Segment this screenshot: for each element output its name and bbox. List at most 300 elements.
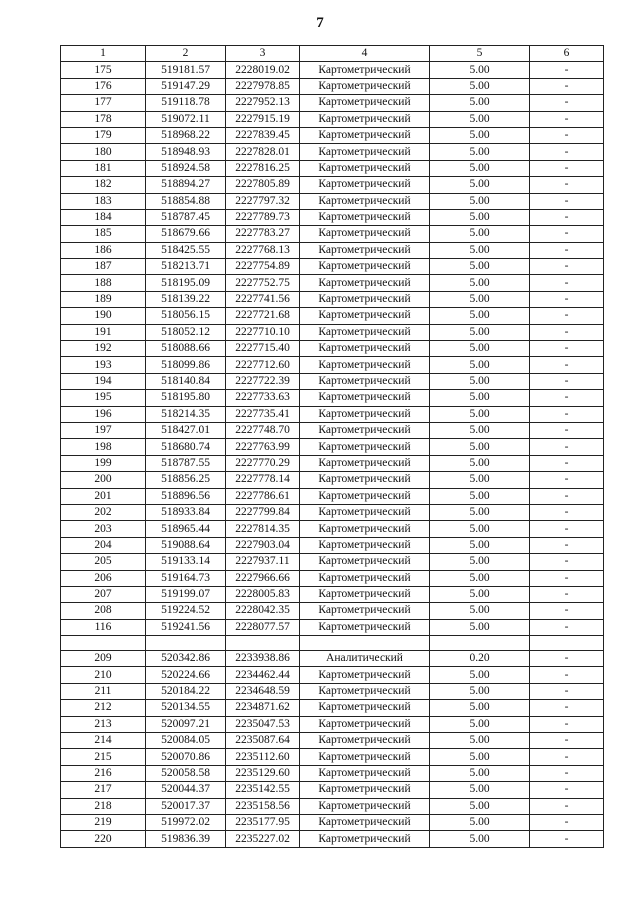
- table-cell: 213: [61, 716, 146, 732]
- table-cell: 5.00: [430, 439, 530, 455]
- table-cell: Картометрический: [300, 308, 430, 324]
- table-cell: 5.00: [430, 554, 530, 570]
- table-cell: 5.00: [430, 521, 530, 537]
- table-cell: [430, 636, 530, 651]
- table-row: [61, 341, 604, 357]
- table-cell: 518139.22: [146, 291, 226, 307]
- table-cell: Картометрический: [300, 765, 430, 781]
- table-cell: 2227839.45: [226, 127, 300, 143]
- table-cell: 520224.66: [146, 667, 226, 683]
- table-cell: 5.00: [430, 111, 530, 127]
- table-cell: -: [530, 716, 604, 732]
- table-cell: 185: [61, 226, 146, 242]
- table-cell: -: [530, 570, 604, 586]
- table-cell: 179: [61, 127, 146, 143]
- table-cell: 5.00: [430, 798, 530, 814]
- table-cell: -: [530, 455, 604, 471]
- page-number: 7: [316, 15, 324, 31]
- table-cell: -: [530, 193, 604, 209]
- table-cell: Картометрический: [300, 95, 430, 111]
- table-cell: 520097.21: [146, 716, 226, 732]
- table-cell: -: [530, 521, 604, 537]
- table-cell: 2227799.84: [226, 504, 300, 520]
- table-cell: 518968.22: [146, 127, 226, 143]
- table-cell: 519118.78: [146, 95, 226, 111]
- table-cell: 5.00: [430, 765, 530, 781]
- table-cell: 2227816.25: [226, 160, 300, 176]
- table-cell: 5.00: [430, 193, 530, 209]
- table-cell: -: [530, 651, 604, 667]
- table-cell: 2227741.56: [226, 291, 300, 307]
- table-cell: 5.00: [430, 504, 530, 520]
- table-cell: Картометрический: [300, 504, 430, 520]
- table-cell: 194: [61, 373, 146, 389]
- table-cell: -: [530, 504, 604, 520]
- table-cell: 2227768.13: [226, 242, 300, 258]
- table-row: [61, 406, 604, 422]
- table-cell: 2227805.89: [226, 177, 300, 193]
- table-cell: -: [530, 127, 604, 143]
- table-cell: -: [530, 472, 604, 488]
- table-cell: 5.00: [430, 570, 530, 586]
- table-cell: 2227763.99: [226, 439, 300, 455]
- table-cell: 518195.09: [146, 275, 226, 291]
- table-row: [61, 95, 604, 111]
- table-cell: 519224.52: [146, 603, 226, 619]
- table-row: [61, 831, 604, 847]
- table-row: [61, 160, 604, 176]
- table-cell: 519164.73: [146, 570, 226, 586]
- table-cell: Аналитический: [300, 651, 430, 667]
- table-cell: Картометрический: [300, 554, 430, 570]
- table-row: [61, 667, 604, 683]
- table-cell: 220: [61, 831, 146, 847]
- table-row: [61, 373, 604, 389]
- table-cell: Картометрический: [300, 144, 430, 160]
- table-cell: Картометрический: [300, 62, 430, 78]
- table-cell: 211: [61, 683, 146, 699]
- table-cell: 5.00: [430, 455, 530, 471]
- table-cell: 2227748.70: [226, 422, 300, 438]
- table-cell: Картометрический: [300, 275, 430, 291]
- table-cell: -: [530, 814, 604, 830]
- table-cell: Картометрический: [300, 390, 430, 406]
- table-cell: 2227789.73: [226, 209, 300, 225]
- table-cell: Картометрический: [300, 373, 430, 389]
- table-cell: Картометрический: [300, 439, 430, 455]
- table-cell: 518965.44: [146, 521, 226, 537]
- table-cell: 5.00: [430, 242, 530, 258]
- table-row: [61, 700, 604, 716]
- table-cell: 184: [61, 209, 146, 225]
- table-cell: 2227786.61: [226, 488, 300, 504]
- table-cell: 518213.71: [146, 259, 226, 275]
- table-cell: -: [530, 406, 604, 422]
- table-cell: 198: [61, 439, 146, 455]
- table-cell: 520342.86: [146, 651, 226, 667]
- table-cell: Картометрический: [300, 667, 430, 683]
- table-cell: 5.00: [430, 667, 530, 683]
- column-header: 4: [300, 46, 430, 62]
- table-cell: 204: [61, 537, 146, 553]
- table-cell: 2227712.60: [226, 357, 300, 373]
- table-cell: -: [530, 765, 604, 781]
- table-cell: -: [530, 226, 604, 242]
- table-cell: 519088.64: [146, 537, 226, 553]
- table-cell: 187: [61, 259, 146, 275]
- table-row: [61, 308, 604, 324]
- table-row: [61, 193, 604, 209]
- table-cell: -: [530, 242, 604, 258]
- table-cell: 519972.02: [146, 814, 226, 830]
- table-cell: 2227937.11: [226, 554, 300, 570]
- table-cell: Картометрический: [300, 521, 430, 537]
- table-header-row: [61, 46, 604, 62]
- table-row: [61, 439, 604, 455]
- table-cell: [226, 636, 300, 651]
- table-cell: [530, 636, 604, 651]
- table-cell: 5.00: [430, 537, 530, 553]
- column-header: 1: [61, 46, 146, 62]
- table-cell: 196: [61, 406, 146, 422]
- table-cell: [300, 636, 430, 651]
- table-cell: -: [530, 619, 604, 635]
- table-cell: 518195.80: [146, 390, 226, 406]
- table-cell: 5.00: [430, 619, 530, 635]
- table-cell: -: [530, 111, 604, 127]
- table-cell: 200: [61, 472, 146, 488]
- table-cell: Картометрический: [300, 455, 430, 471]
- table-cell: 0.20: [430, 651, 530, 667]
- table-cell: 2227828.01: [226, 144, 300, 160]
- table-cell: Картометрический: [300, 603, 430, 619]
- table-cell: 2235177.95: [226, 814, 300, 830]
- table-cell: Картометрический: [300, 78, 430, 94]
- table-cell: Картометрический: [300, 683, 430, 699]
- table-cell: 2235129.60: [226, 765, 300, 781]
- table-cell: -: [530, 357, 604, 373]
- table-cell: 5.00: [430, 127, 530, 143]
- table-cell: 5.00: [430, 390, 530, 406]
- table-row: [61, 619, 604, 635]
- table-cell: 5.00: [430, 683, 530, 699]
- table-body: [61, 62, 604, 847]
- table-cell: 2227770.29: [226, 455, 300, 471]
- table-row: [61, 521, 604, 537]
- table-cell: 520017.37: [146, 798, 226, 814]
- table-cell: Картометрический: [300, 242, 430, 258]
- table-cell: 2227966.66: [226, 570, 300, 586]
- table-cell: -: [530, 291, 604, 307]
- table-cell: 214: [61, 733, 146, 749]
- table-cell: 519133.14: [146, 554, 226, 570]
- table-cell: 176: [61, 78, 146, 94]
- table-cell: 5.00: [430, 831, 530, 847]
- table-row: [61, 390, 604, 406]
- table-cell: Картометрический: [300, 111, 430, 127]
- table-cell: 2235142.55: [226, 782, 300, 798]
- table-cell: 518099.86: [146, 357, 226, 373]
- table-cell: Картометрический: [300, 472, 430, 488]
- table-row: [61, 537, 604, 553]
- table-cell: 2227952.13: [226, 95, 300, 111]
- table-cell: 2227752.75: [226, 275, 300, 291]
- table-row: [61, 226, 604, 242]
- table-cell: 183: [61, 193, 146, 209]
- table-cell: Картометрический: [300, 700, 430, 716]
- table-cell: 208: [61, 603, 146, 619]
- table-cell: -: [530, 554, 604, 570]
- table-cell: Картометрический: [300, 177, 430, 193]
- table-cell: 192: [61, 341, 146, 357]
- table-cell: 5.00: [430, 373, 530, 389]
- table-cell: 519836.39: [146, 831, 226, 847]
- table-cell: 520084.05: [146, 733, 226, 749]
- table-cell: 5.00: [430, 341, 530, 357]
- table-cell: Картометрический: [300, 127, 430, 143]
- table-row: [61, 472, 604, 488]
- table-cell: 5.00: [430, 586, 530, 602]
- table-row: [61, 127, 604, 143]
- table-cell: 178: [61, 111, 146, 127]
- table-cell: 5.00: [430, 716, 530, 732]
- table-cell: 520134.55: [146, 700, 226, 716]
- table-cell: 190: [61, 308, 146, 324]
- table-cell: 2227715.40: [226, 341, 300, 357]
- table-cell: Картометрический: [300, 226, 430, 242]
- table-cell: 520184.22: [146, 683, 226, 699]
- table-cell: 5.00: [430, 177, 530, 193]
- table-row: [61, 749, 604, 765]
- column-header: 5: [430, 46, 530, 62]
- table-cell: -: [530, 390, 604, 406]
- table-cell: 518088.66: [146, 341, 226, 357]
- table-cell: 2227783.27: [226, 226, 300, 242]
- table-cell: 519199.07: [146, 586, 226, 602]
- column-header: 3: [226, 46, 300, 62]
- table-row: [61, 570, 604, 586]
- table-cell: Картометрический: [300, 831, 430, 847]
- table-cell: [61, 636, 146, 651]
- table-row: [61, 209, 604, 225]
- table-cell: Картометрический: [300, 193, 430, 209]
- table-cell: 5.00: [430, 275, 530, 291]
- table-cell: Картометрический: [300, 259, 430, 275]
- table-cell: 2235227.02: [226, 831, 300, 847]
- table-cell: -: [530, 667, 604, 683]
- table-cell: 5.00: [430, 259, 530, 275]
- table-cell: 5.00: [430, 308, 530, 324]
- table-cell: 188: [61, 275, 146, 291]
- table-row: [61, 798, 604, 814]
- column-header: 6: [530, 46, 604, 62]
- table-cell: -: [530, 422, 604, 438]
- table-cell: Картометрический: [300, 570, 430, 586]
- table-cell: Картометрический: [300, 716, 430, 732]
- table-cell: 218: [61, 798, 146, 814]
- table-cell: 518427.01: [146, 422, 226, 438]
- table-cell: 215: [61, 749, 146, 765]
- table-cell: 2234462.44: [226, 667, 300, 683]
- table-row: [61, 488, 604, 504]
- table-row: [61, 814, 604, 830]
- table-cell: 202: [61, 504, 146, 520]
- table-cell: -: [530, 749, 604, 765]
- table-cell: 518679.66: [146, 226, 226, 242]
- table-cell: 195: [61, 390, 146, 406]
- table-cell: 209: [61, 651, 146, 667]
- table-cell: 2227915.19: [226, 111, 300, 127]
- table-cell: -: [530, 259, 604, 275]
- table-cell: 217: [61, 782, 146, 798]
- table-row: [61, 504, 604, 520]
- table-cell: Картометрический: [300, 488, 430, 504]
- table-row: [61, 357, 604, 373]
- table-cell: 5.00: [430, 603, 530, 619]
- table-cell: 518787.45: [146, 209, 226, 225]
- table-row: [61, 554, 604, 570]
- table-cell: 189: [61, 291, 146, 307]
- table-cell: 2227722.39: [226, 373, 300, 389]
- table-cell: 2234871.62: [226, 700, 300, 716]
- table-cell: 2228005.83: [226, 586, 300, 602]
- table-cell: Картометрический: [300, 324, 430, 340]
- table-cell: -: [530, 586, 604, 602]
- table-cell: Картометрический: [300, 406, 430, 422]
- table-cell: -: [530, 733, 604, 749]
- table-cell: 2228077.57: [226, 619, 300, 635]
- table-row: [61, 603, 604, 619]
- table-cell: 2227778.14: [226, 472, 300, 488]
- table-cell: 219: [61, 814, 146, 830]
- table-cell: 2228042.35: [226, 603, 300, 619]
- table-cell: 212: [61, 700, 146, 716]
- table-cell: -: [530, 62, 604, 78]
- table-cell: 5.00: [430, 700, 530, 716]
- table-cell: 2235158.56: [226, 798, 300, 814]
- table-cell: -: [530, 439, 604, 455]
- table-cell: Картометрический: [300, 733, 430, 749]
- table-cell: 5.00: [430, 488, 530, 504]
- table-cell: 518056.15: [146, 308, 226, 324]
- table-cell: 2228019.02: [226, 62, 300, 78]
- table-cell: 2235087.64: [226, 733, 300, 749]
- table-cell: 199: [61, 455, 146, 471]
- table-cell: -: [530, 831, 604, 847]
- table-cell: 175: [61, 62, 146, 78]
- table-cell: 5.00: [430, 422, 530, 438]
- table-row: [61, 78, 604, 94]
- table-cell: 5.00: [430, 291, 530, 307]
- table-row: [61, 455, 604, 471]
- table-cell: 518680.74: [146, 439, 226, 455]
- table-cell: 2235047.53: [226, 716, 300, 732]
- table-cell: 197: [61, 422, 146, 438]
- table-cell: 2227814.35: [226, 521, 300, 537]
- table-cell: 2234648.59: [226, 683, 300, 699]
- table-cell: 205: [61, 554, 146, 570]
- table-cell: Картометрический: [300, 782, 430, 798]
- table-cell: Картометрический: [300, 749, 430, 765]
- table-cell: 177: [61, 95, 146, 111]
- table-cell: Картометрический: [300, 619, 430, 635]
- table-cell: 518052.12: [146, 324, 226, 340]
- table-cell: 2227733.63: [226, 390, 300, 406]
- table-cell: Картометрический: [300, 209, 430, 225]
- table-cell: 206: [61, 570, 146, 586]
- table-cell: 181: [61, 160, 146, 176]
- table-cell: 5.00: [430, 160, 530, 176]
- table-cell: -: [530, 144, 604, 160]
- table-cell: -: [530, 537, 604, 553]
- table-cell: -: [530, 488, 604, 504]
- table-cell: 2233938.86: [226, 651, 300, 667]
- table-cell: 180: [61, 144, 146, 160]
- table-cell: 518854.88: [146, 193, 226, 209]
- table-cell: 519181.57: [146, 62, 226, 78]
- table-cell: [146, 636, 226, 651]
- table-cell: 5.00: [430, 814, 530, 830]
- table-row: [61, 586, 604, 602]
- table-cell: -: [530, 782, 604, 798]
- table-cell: -: [530, 324, 604, 340]
- table-cell: -: [530, 160, 604, 176]
- table-row: [61, 275, 604, 291]
- table-cell: 518896.56: [146, 488, 226, 504]
- table-cell: 518214.35: [146, 406, 226, 422]
- table-row: [61, 242, 604, 258]
- table-cell: -: [530, 78, 604, 94]
- table-cell: 518894.27: [146, 177, 226, 193]
- table-cell: 5.00: [430, 749, 530, 765]
- table-cell: 2227903.04: [226, 537, 300, 553]
- table-cell: -: [530, 275, 604, 291]
- table-cell: 5.00: [430, 226, 530, 242]
- table-cell: 2227978.85: [226, 78, 300, 94]
- table-cell: 519241.56: [146, 619, 226, 635]
- table-cell: 5.00: [430, 95, 530, 111]
- table-cell: Картометрический: [300, 537, 430, 553]
- table-cell: Картометрический: [300, 814, 430, 830]
- table-cell: 518856.25: [146, 472, 226, 488]
- table-cell: Картометрический: [300, 798, 430, 814]
- table-cell: 193: [61, 357, 146, 373]
- table-cell: 216: [61, 765, 146, 781]
- table-cell: 5.00: [430, 209, 530, 225]
- table-cell: 2227754.89: [226, 259, 300, 275]
- table-cell: 518948.93: [146, 144, 226, 160]
- table-cell: -: [530, 95, 604, 111]
- table-cell: 186: [61, 242, 146, 258]
- table-cell: -: [530, 373, 604, 389]
- table-cell: 518787.55: [146, 455, 226, 471]
- table-cell: 2227710.10: [226, 324, 300, 340]
- table-cell: Картометрический: [300, 586, 430, 602]
- table-cell: 5.00: [430, 733, 530, 749]
- table-cell: -: [530, 798, 604, 814]
- table-cell: 5.00: [430, 357, 530, 373]
- table-row: [61, 422, 604, 438]
- table-cell: -: [530, 177, 604, 193]
- table-cell: 5.00: [430, 782, 530, 798]
- table-row: [61, 636, 604, 651]
- table-row: [61, 324, 604, 340]
- table-cell: 2227797.32: [226, 193, 300, 209]
- table-cell: -: [530, 700, 604, 716]
- table-cell: -: [530, 341, 604, 357]
- table-cell: Картометрический: [300, 160, 430, 176]
- table-cell: 203: [61, 521, 146, 537]
